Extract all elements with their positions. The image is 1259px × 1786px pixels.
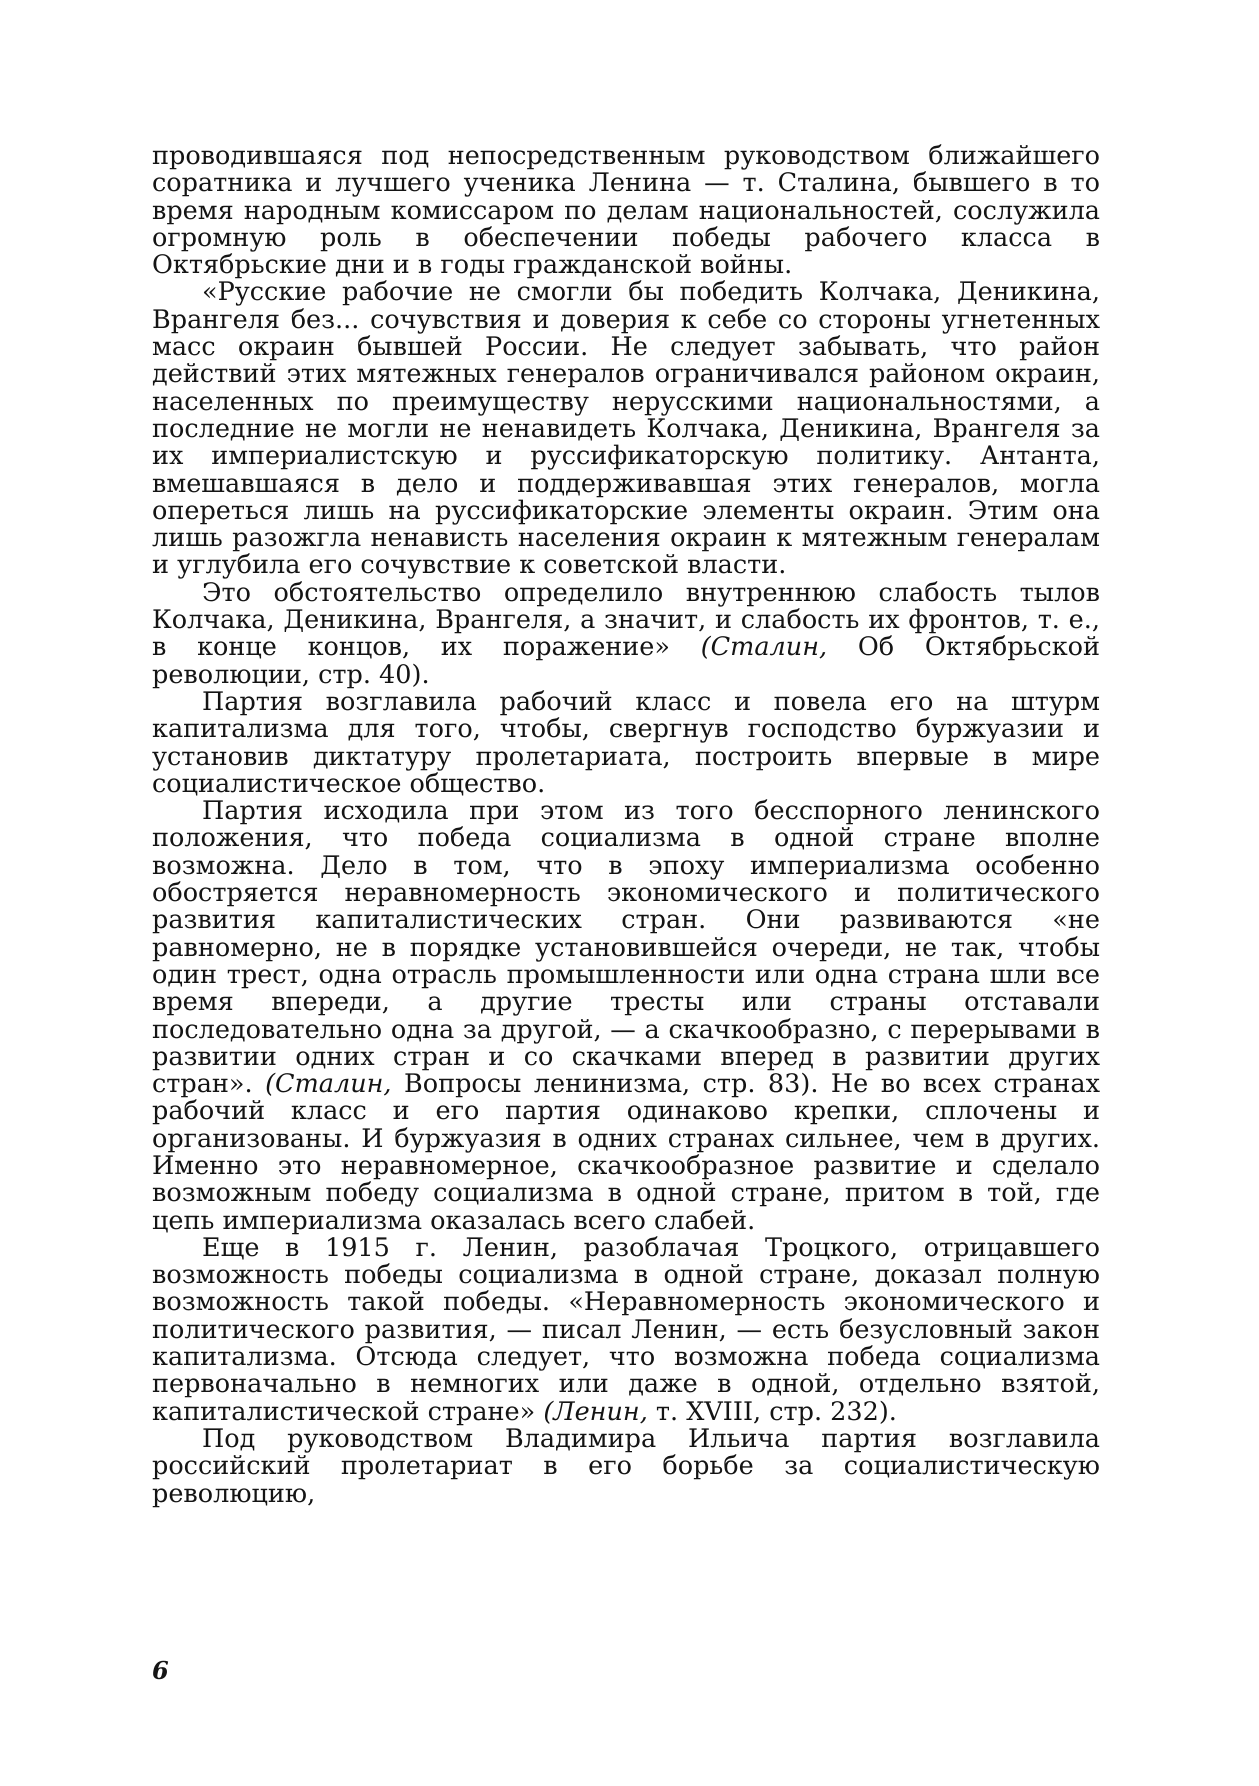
page-number: 6 — [152, 1656, 169, 1685]
text-run: Партия возглавила рабочий класс и повела его на штурм капитализма для того, чтобы, свергнув господство буржуазии и установив диктатуру пролетариата, построить впервые в мире социалистическое общество. — [152, 686, 1100, 799]
text-run: «Русские рабочие не смогли бы победить Колчака, Деникина, Врангеля без... сочувствия и доверия к себе со стороны угнетенных масс окраин бывшей России. Не следует забывать, что район действий этих мятежных генералов ограничивался районом окраин, населенных по преимуществу нерусскими национальностями, а последние не могли не ненавидеть Колчака, Деникина, Врангеля за их империалистскую и руссификаторскую политику. Антанта, вмешавшаяся в дело и поддерживавшая этих генералов, могла опереться лишь на руссификаторские элементы окраин. Этим она лишь разожгла ненависть населения окраин к мятежным генералам и углубила его сочувствие к советской власти. — [152, 277, 1100, 581]
text-run: Это обстоятельство определило внутреннюю слабость тылов Колчака, Деникина, Врангеля, а значит, и слабость их фронтов, т. е., в конце концов, их поражение» — [152, 577, 1100, 663]
paragraph — [152, 1232, 1100, 1427]
text-run: Вопросы ленинизма, стр. 83). Не во всех странах рабочий класс и его партия одинаково крепки, сплочены и организованы. И буржуазия в одних странах сильнее, чем в других. Именно это неравномерное, скачкообразное развитие и сделало возможным победу социализма в одной стране, притом в той, где цепь империализма оказалась всего слабей. — [152, 1069, 1100, 1236]
citation-author: (Сталин, — [265, 1069, 392, 1100]
text-run: проводившаяся под непосредственным руководством ближайшего соратника и лучшего ученика Ленина — т. Сталина, бывшего в то время народным комиссаром по делам национальностей, сослужила огромную роль в обеспечении победы рабочего класса в Октябрьские дни и в годы гражданской войны. — [152, 141, 1100, 281]
text-run: Под руководством Владимира Ильича партия возглавила российский пролетариат в его борьбе за социалистическую революцию, — [152, 1423, 1100, 1509]
paragraph — [152, 577, 1100, 690]
text-run: Об Октябрьской революции, стр. 40). — [152, 632, 1100, 690]
paragraph — [152, 686, 1100, 799]
paragraph — [152, 143, 1100, 279]
paragraph — [152, 279, 1100, 579]
paragraph — [152, 798, 1100, 1235]
text-run: т. XVIII, стр. 232). — [647, 1396, 897, 1427]
paragraph — [152, 1423, 1100, 1509]
body-text — [152, 143, 1100, 1508]
text-run: Еще в 1915 г. Ленин, разоблачая Троцкого, отрицавшего возможность победы социализма в одной стране, доказал полную возможность такой победы. «Неравномерность экономического и политического развития, — писал Ленин, — есть безусловный закон капитализма. Отсюда следует, что возможна победа социализма первоначально в немногих или даже в одной, отдельно взятой, капиталистической стране» — [152, 1232, 1100, 1427]
text-run: Партия исходила при этом из того бесспорного ленинского положения, что победа социализма в одной стране вполне возможна. Дело в том, что в эпоху империализма особенно обостряется неравномерность экономического и политического развития капиталистических стран. Они развиваются «не равномерно, не в порядке установившейся очереди, не так, чтобы один трест, одна отрасль промышленности или одна страна шли все время впереди, а другие тресты или страны отставали последовательно одна за другой, — а скачкообразно, с перерывами в развитии одних стран и со скачками вперед в развитии других стран». — [152, 796, 1100, 1100]
citation-author: (Сталин, — [700, 632, 828, 663]
citation-author: (Ленин, — [543, 1396, 648, 1427]
